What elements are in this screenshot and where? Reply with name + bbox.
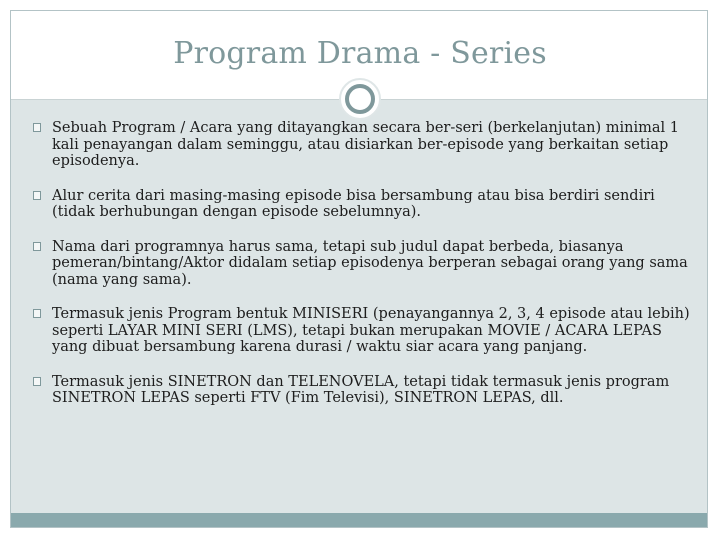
circle-ring-icon	[345, 84, 375, 114]
square-bullet-icon	[33, 191, 41, 200]
square-bullet-icon	[33, 377, 41, 386]
circle-ornament-icon	[339, 78, 381, 120]
bullet-item	[33, 374, 693, 407]
bullet-item	[33, 239, 693, 289]
bullet-text: Sebuah Program / Acara yang ditayangkan secara ber-seri (berkelanjutan) minimal 1 kali penayangan dalam seminggu, atau disiarkan ber-episode yang berkaitan setiap episodenya.	[52, 120, 680, 169]
square-bullet-icon	[33, 242, 41, 251]
slide-title: Program Drama - Series	[173, 36, 547, 71]
bullet-text: Nama dari programnya harus sama, tetapi sub judul dapat berbeda, biasanya pemeran/bintang/Aktor didalam setiap episodenya berperan sebagai orang yang sama (nama yang sama).	[52, 238, 688, 288]
square-bullet-icon	[33, 123, 41, 132]
bullet-text: Termasuk jenis SINETRON dan TELENOVELA, tetapi tidak termasuk jenis program SINETRON LEPAS seperti FTV (Fim Televisi), SINETRON LEPAS, dll.	[52, 373, 670, 406]
bullet-item	[33, 306, 693, 356]
bullet-text: Termasuk jenis Program bentuk MINISERI (penayangannya 2, 3, 4 episode atau lebih) seperti LAYAR MINI SERI (LMS), tetapi bukan merupakan MOVIE / ACARA LEPAS yang dibuat bersambung karena durasi / waktu siar acara yang panjang.	[52, 306, 690, 355]
bullet-item	[33, 188, 693, 221]
bullet-text: Alur cerita dari masing-masing episode bisa bersambung atau bisa berdiri sendiri (tidak berhubungan dengan episode sebelumnya).	[52, 187, 655, 220]
square-bullet-icon	[33, 309, 41, 318]
bullet-list	[33, 120, 693, 425]
bullet-item	[33, 120, 693, 170]
